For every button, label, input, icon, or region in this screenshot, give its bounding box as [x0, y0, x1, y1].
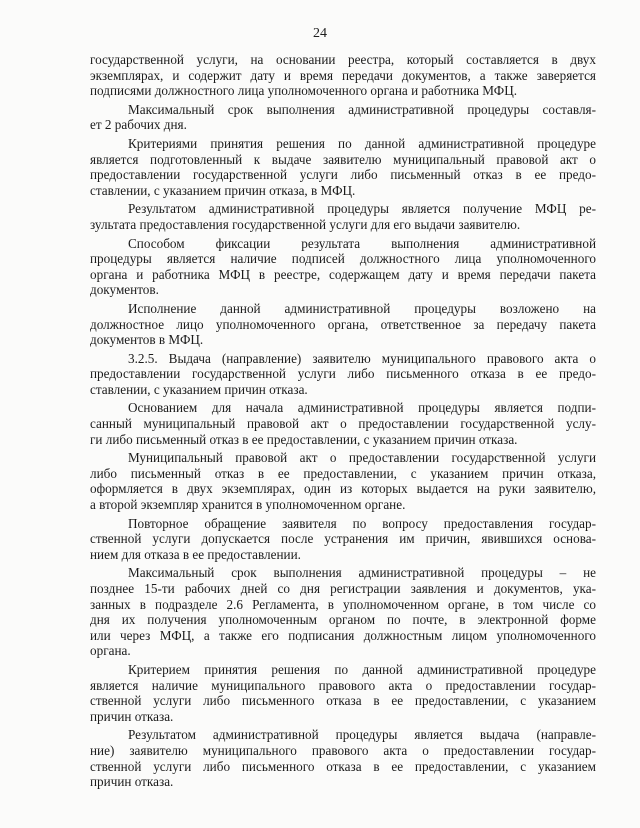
- document-body: [90, 52, 596, 790]
- text-line: ет 2 рабочих дня.: [90, 117, 187, 133]
- paragraph: [90, 201, 596, 232]
- text-line: Максимальный срок выполнения административной процедуры составля-: [128, 101, 596, 117]
- text-line: нием для отказа в ее предоставлении.: [90, 546, 301, 562]
- text-line: Муниципальный правовой акт о предоставлении государственной услуги: [128, 450, 596, 466]
- text-line: ние) заявителю муниципального правового акта о предоставлении государ-: [90, 742, 596, 758]
- text-line: а второй экземпляр хранится в уполномоченном органе.: [90, 497, 406, 513]
- text-line: либо письменный отказ в ее предоставлении, с указанием причин отказа,: [90, 465, 596, 481]
- text-line: Критериями принятия решения по данной административной процедуре: [128, 135, 596, 151]
- text-line: государственной услуги, на основании реестра, который составляется в двух: [90, 52, 596, 67]
- text-line: оформляется в двух экземплярах, один из которых выдается на руки заявителю,: [90, 481, 596, 497]
- text-line: санный муниципальный правовой акт о предоставлении государственной услу-: [90, 416, 596, 432]
- text-line: документов в МФЦ.: [90, 332, 204, 348]
- paragraph: [90, 727, 596, 789]
- text-line: ги либо письменный отказ в ее предоставлении, с указанием причин отказа.: [90, 431, 518, 447]
- text-line: должностное лицо уполномоченного органа, ответственное за передачу пакета: [90, 316, 596, 332]
- text-line: Исполнение данной административной процедуры возложено на: [128, 300, 596, 316]
- text-line: является подготовленный к выдаче заявителю муниципальный правовой акт о: [90, 151, 596, 167]
- paragraph: [90, 236, 596, 298]
- paragraph: [90, 400, 596, 447]
- paragraph: [90, 301, 596, 348]
- text-line: Результатом административной процедуры является получение МФЦ ре-: [128, 201, 596, 217]
- text-line: Критерием принятия решения по данной административной процедуре: [128, 661, 596, 677]
- text-line: органа и работника МФЦ в реестре, содержащем дату и время передачи пакета: [90, 266, 596, 282]
- text-line: причин отказа.: [90, 774, 174, 790]
- paragraph: [90, 136, 596, 198]
- text-line: 3.2.5. Выдача (направление) заявителю муниципального правового акта о: [128, 350, 596, 366]
- text-line: занных в подразделе 2.6 Регламента, в уполномоченном органе, в том числе со: [90, 596, 596, 612]
- text-line: является наличие муниципального правового акта о предоставлении государ-: [90, 677, 596, 693]
- text-line: ставлении, с указанием причин отказа.: [90, 381, 308, 397]
- paragraph: [90, 102, 596, 133]
- text-line: процедуры является наличие подписей должностного лица уполномоченного: [90, 251, 596, 267]
- text-line: ственной услуги либо письменного отказа в ее предоставлении, с указанием: [90, 758, 596, 774]
- text-line: органа.: [90, 643, 131, 659]
- paragraph: [90, 450, 596, 512]
- text-line: предоставлении государственной услуги либо письменного отказа в ее предо-: [90, 366, 596, 382]
- paragraph: [90, 565, 596, 659]
- text-line: предоставлении государственной услуги либо письменный отказ в ее предо-: [90, 167, 596, 183]
- text-line: Основанием для начала административной процедуры является подпи-: [128, 400, 596, 416]
- text-line: Максимальный срок выполнения административной процедуры – не: [128, 565, 596, 581]
- text-line: Способом фиксации результата выполнения административной: [128, 235, 596, 251]
- page-number: 24: [313, 26, 327, 41]
- text-line: дня их получения уполномоченным органом по почте, в электронной форме: [90, 612, 596, 628]
- paragraph: [90, 516, 596, 563]
- text-line: ставлении, с указанием причин отказа, в МФЦ.: [90, 182, 356, 198]
- text-line: или через МФЦ, а также его подписания должностным лицом уполномоченного: [90, 627, 596, 643]
- paragraph: [90, 52, 596, 99]
- text-line: позднее 15-ти рабочих дней со дня регистрации заявления и документов, ука-: [90, 581, 596, 596]
- text-line: документов.: [90, 282, 159, 298]
- text-line: Повторное обращение заявителя по вопросу предоставления государ-: [128, 515, 596, 531]
- text-line: ственной услуги допускается после устранения им причин, явившихся основа-: [90, 531, 596, 547]
- text-line: причин отказа.: [90, 708, 174, 724]
- paragraph: [90, 662, 596, 724]
- text-line: подписями должностного лица уполномоченного органа и работника МФЦ.: [90, 83, 518, 99]
- text-line: зультата предоставления государственной услуги для его выдачи заявителю.: [90, 216, 521, 232]
- paragraph: [90, 351, 596, 398]
- text-line: Результатом административной процедуры является выдача (направле-: [128, 727, 596, 743]
- text-line: экземплярах, и содержит дату и время передачи документов, а также заверяется: [90, 67, 596, 83]
- text-line: ственной услуги либо письменного отказа в ее предоставлении, с указанием: [90, 693, 596, 709]
